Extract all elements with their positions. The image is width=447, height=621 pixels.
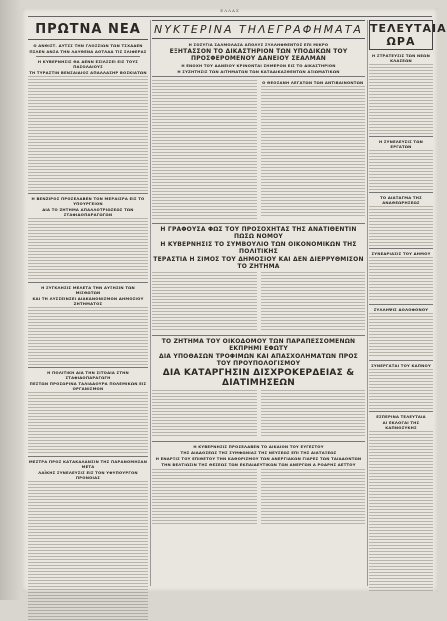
article-columns	[152, 389, 365, 439]
article-body	[28, 481, 148, 621]
column-rule	[150, 20, 151, 586]
headline: Η ΕΝΟΧΗ ΤΟΥ ΔΑΝΕΙΟΥ ΚΡΙΝΟΝΤΑΙ ΣΗΜΕΡΟΝ ΕΙΣ ΤΟ ΔΙΚΑΣΤΗΡΙΟΝ	[181, 63, 336, 68]
article-columns	[152, 271, 365, 333]
divider	[152, 76, 365, 77]
article-body	[152, 390, 257, 438]
divider	[369, 304, 433, 305]
article-body	[369, 206, 433, 246]
headline: ΕΞΗΤΑΣΣΟΝ ΤΟ ΔΙΚΑΣΤΗΡΙΟΝ ΤΩΝ ΥΠΟΔΙΚΩΝ ΤΟΥ ΠΡΟΣΦΕΡΟΜΕΝΟΥ ΔΑΝΕΙΟΥ ΣΕΑΛΜΑΝ	[169, 48, 348, 62]
headline: Η ΓΡΑΦΟΥΣΑ ΦΩΣ ΤΟΥ ΠΡΟΣΟΧΗΤΑΣ ΤΗΣ ΑΝΑΤΙΘΕΝΤΙΝ ΠΩΣΩ ΝΟΜΟΥ	[160, 226, 357, 240]
headline: ΚΑΙ ΤΗ ΛΥΣΣΕΙΝΣΕΙ ΔΙΑΚΑΝΟΝΙΣΜΟΝ ΔΗΜΟΣΙΟΥ ΖΗΤΗΜΑΤΟΣ	[32, 296, 144, 306]
divider	[28, 282, 148, 283]
article-body	[369, 150, 433, 190]
article-columns	[152, 468, 365, 525]
headline: ΣΥΝΕΡΓΑΤΑΙ ΤΟΥ ΚΑΠΝΟΥ	[371, 363, 431, 368]
article-body	[152, 272, 257, 332]
headline: ΔΙΑ ΤΟ ΖΗΤΗΜΑ ΑΠΑΛΛΟΤΡΙΩΣΕΩΣ ΤΩΝ ΣΤΑΦΙΔΟΠΑΡΑΓΩΓΩΝ	[42, 207, 134, 217]
divider	[369, 248, 433, 249]
divider	[369, 192, 433, 193]
headline: ΠΕΣΤΩΝ ΠΡΟΣΩΡΙΝΑ ΤΑΛΙΑΔΟΥΡΑ ΠΟΛΕΜΙΚΩΝ ΕΙΣ ΟΡΓΑΝΙΣΜΟΝ	[29, 381, 147, 391]
headline: Η ΣΟΣΥΓΙΑ ΣΑΛΜΟΛΑΣΑ ΑΠΟΛΥΣ ΣΥΛΛΗΦΘΕΝΤΟΣ ΕΠΙ ΜΙΚΡΟ	[188, 42, 329, 47]
article-columns	[152, 79, 365, 221]
left-column	[28, 20, 148, 586]
divider	[152, 335, 365, 336]
headline: ΤΗΝ ΒΕΛΤΙΩΣΙΝ ΤΗΣ ΘΕΣΕΩΣ ΤΩΝ ΕΚΠΑΙΔΕΥΤΙΚΩΝ ΤΩΝ ΑΝΕΡΓΩΝ Α ΡΟΔΡΗΣ ΑΕΤΤΟΥ	[161, 462, 356, 467]
headline: ΣΥΝΕΔΡΙΑΣΙΣ ΤΟΥ ΔΗΜΟΥ	[371, 251, 431, 256]
headline: ΛΑΪΚΗΣ ΣΥΝΕΛΕΥΣΙΣ ΕΙΣ ΤΟΝ ΥΦΥΠΟΥΡΓΟΝ ΠΡΟΝΟΙΑΣ	[38, 470, 138, 480]
headline: ΤΕΡΑΣΤΙΑ Η ΣΙΜΟΣ ΤΟΥ ΔΗΜΟΣΙΟΥ ΚΑΙ ΔΕΝ ΔΙΕΡΡΥΘΜΙΣΟΝ ΤΟ ΖΗΤΗΜΑ	[153, 256, 364, 270]
headline: Η ΣΥΓΚΛΗΣΙΣ ΜΕΛΕΤΑ ΤΗΝ ΑΥΞΗΣΙΝ ΤΩΝ ΜΙΣΘΩΤΩΝ	[41, 285, 135, 295]
divider	[369, 136, 433, 137]
headline: ΤΗΣ ΔΙΑΔΟΣΕΩΣ ΤΗΣ ΣΥΜΦΩΝΙΑΣ ΤΗΣ ΝΕΥΣΕΩΣ ΕΠΙ ΤΗΣ ΔΙΑΤΑΞΕΩΣ	[180, 450, 337, 455]
article-body	[369, 313, 433, 358]
right-column-header: ΤΕΛΕΥΤΑΙΑ ΩΡΑ	[370, 22, 447, 48]
headline: Ο ΘΕΟΣΑΝΗ ΛΕΓΑΤΩΝ ΤΩΝ ΑΝΤΙΒΑΙΝΟΝΤΩΝ	[262, 80, 364, 85]
right-column	[369, 20, 447, 586]
headline: Η ΕΝΑΡΞΙΣ ΤΟΥ ΕΠΙΘΕΤΟΥ ΤΗΝ ΚΑΘΟΡΙΣΜΟΥ ΤΩΝ ΑΝΕΡΓΙΑΚΩΝ ΓΙΑΡΕΣ ΤΩΝ ΤΑΙΑΔΟΝΤΩΝ	[155, 456, 362, 461]
article-body	[28, 392, 148, 454]
headline: ΤΟ ΖΗΤΗΜΑ ΤΟΥ ΟΙΚΟΔΟΜΟΥ ΤΩΝ ΠΑΡΑΠΕΣΣΟΜΕΝΩΝ ΕΚΠΡΗΜΙ ΕΦΩΤΥ	[161, 338, 356, 352]
headline: Η ΚΥΒΕΡΝΗΣΙΣ ΠΡΟΣΕΛΑΒΕΝ ΤΟ ΔΙΚΑΙΟΝ ΤΟΥ ΕΥΓΕΣΤΟΥ	[193, 444, 324, 449]
headline: Η ΚΥΒΕΡΝΗΣΙΣ ΘΑ ΔΕΝΝ ΕΣΙΛΣΣΕΙ ΕΙΣ ΤΟΥΣ ΠΑΣΟΛΑΙΟΥΣ	[37, 59, 139, 69]
article-body	[152, 469, 257, 524]
article-body	[28, 218, 148, 280]
headline: ΜΕΣΤΡΑ ΠΡΟΣ ΚΑΤΑΚΑΛΑΝΣΙΝ ΤΗΣ ΠΑΡΑΝΟΜΗΣΑΝ ΜΕΤΑ	[28, 459, 148, 469]
headline: ΠΣΛΕΝ ΑΝΣΑ ΤΗΝ ΛΑΥΘΕΝΑ ΑΟΤΛΑΑ ΤΙΣ ΣΛΙΦΕΡΑΣ	[29, 49, 147, 54]
headline: ΤΟ ΔΙΑΤΑΓΜΑ ΤΗΣ ΑΝΑΘΕΩΡΗΣΕΩΣ	[380, 195, 422, 205]
divider	[152, 441, 365, 442]
headline: ΑΙ ΕΚΛΟΓΑΙ ΤΗΣ ΚΑΠΝΟΣΥΚΗΣ	[382, 420, 420, 430]
headline: ΔΙΑ ΚΑΤΑΡΓΗΣΙΝ ΔΙΣΧΡΟΚΕΡΔΕΙΑΣ & ΔΙΑΤΙΜΗΣΕΩΝ	[162, 368, 355, 388]
headline: Η ΠΟΛΙΤΙΚΗ ΔΙΑ ΤΗΝ ΣΙΤΟΔΙΑ ΣΤΗΝ ΣΤΑΦΙΔΟΠΑΡΑΓΩΓΗ	[47, 370, 129, 380]
article-body	[261, 469, 366, 524]
headline: ΕΣΠΕΡΙΝΑ ΤΕΛΕΥΤΑΙΑ	[376, 414, 426, 419]
divider	[36, 56, 140, 57]
newspaper-page	[22, 8, 447, 592]
article-body	[28, 307, 148, 365]
divider	[28, 367, 148, 368]
divider	[369, 411, 433, 412]
headline: ΔΙΑ ΥΠΟΘΑΣΩΝ ΤΡΟΦΙΜΩΝ ΚΑΙ ΑΠΑΣΧΟΛΗΜΑΤΩΝ ΠΡΟΣ ΤΟΥ ΠΡΟΥΠΟΛΟΓΙΣΜΟΥ	[159, 353, 358, 367]
divider	[28, 456, 148, 457]
article-body	[369, 431, 433, 591]
headline: Η ΒΕΝΖΙΡΟΣ ΠΡΟΣΕΛΑΒΕΝ ΤΟΝ ΜΕΡΑΙΣΡΑ ΕΙΣ ΤΟ ΥΠΟΥΡΓΕΙΟΝ	[31, 196, 145, 206]
headline: Η ΚΥΒΕΡΝΗΣΙΣ ΤΟ ΣΥΜΒΟΥΛΙΟ ΤΩΝ ΟΙΚΟΝΟΜΙΚΩΝ ΤΗΣ ΠΟΛΙΤΙΚΗΣ	[160, 241, 357, 255]
article-body	[261, 390, 366, 438]
article-body	[261, 272, 366, 332]
column-rule	[367, 20, 368, 586]
left-column-header: ΠΡΩΤΝΑ ΝΕΑ	[28, 20, 148, 40]
divider	[369, 360, 433, 361]
divider	[28, 193, 148, 194]
headline: Ο ΑΝΘΙΣΤ. ΔΥΤΣΣ ΤΗΝ ΓΛΟΣΣΙΩΝ ΤΩΝ ΤΣΧΑΔΕΝ	[33, 43, 143, 48]
article-body	[369, 257, 433, 302]
top-rule	[28, 16, 432, 17]
divider	[152, 223, 365, 224]
headline: Η ΣΤΡΑΤΕΥΣΙΣ ΤΩΝ ΝΕΩΝ ΚΛΑΣΕΩΝ	[372, 53, 430, 63]
article-body	[152, 80, 257, 220]
page-fold-shadow	[0, 0, 22, 600]
article-body	[28, 76, 148, 191]
center-column-header: ΝΥΚΤΕΡΙΝΑ ΤΗΛΕΓΡΑΦΗΜΑΤΑ	[152, 20, 365, 39]
article-body	[369, 64, 433, 134]
running-head: ΕΛΛΑΣ	[220, 8, 240, 13]
article-body	[261, 86, 366, 216]
headline: Η ΣΥΝΕΛΕΥΣΙΣ ΤΩΝ ΕΡΓΑΤΩΝ	[378, 139, 423, 149]
headline: Η ΣΥΖΗΤΗΣΙΣ ΤΩΝ ΑΙΤΗΜΑΤΩΝ ΤΩΝ ΚΑΤΑΔΙΚΑΣΘΕΝΤΩΝ ΑΞΙΩΜΑΤΙΚΩΝ	[177, 69, 340, 74]
headline: ΤΗ ΤΥΡΑΣΤΙΝ ΒΕΝΣΑΙΔΙΟΣ ΑΠΑΛΛΑΣΗΡ ΒΟΣΚΙΑΤΩΝ	[29, 70, 147, 75]
center-column	[152, 20, 365, 586]
headline: ΣΥΛΛΗΨΙΣ ΔΟΛΟΦΟΝΟΥ	[373, 307, 429, 312]
article-body	[369, 369, 433, 409]
